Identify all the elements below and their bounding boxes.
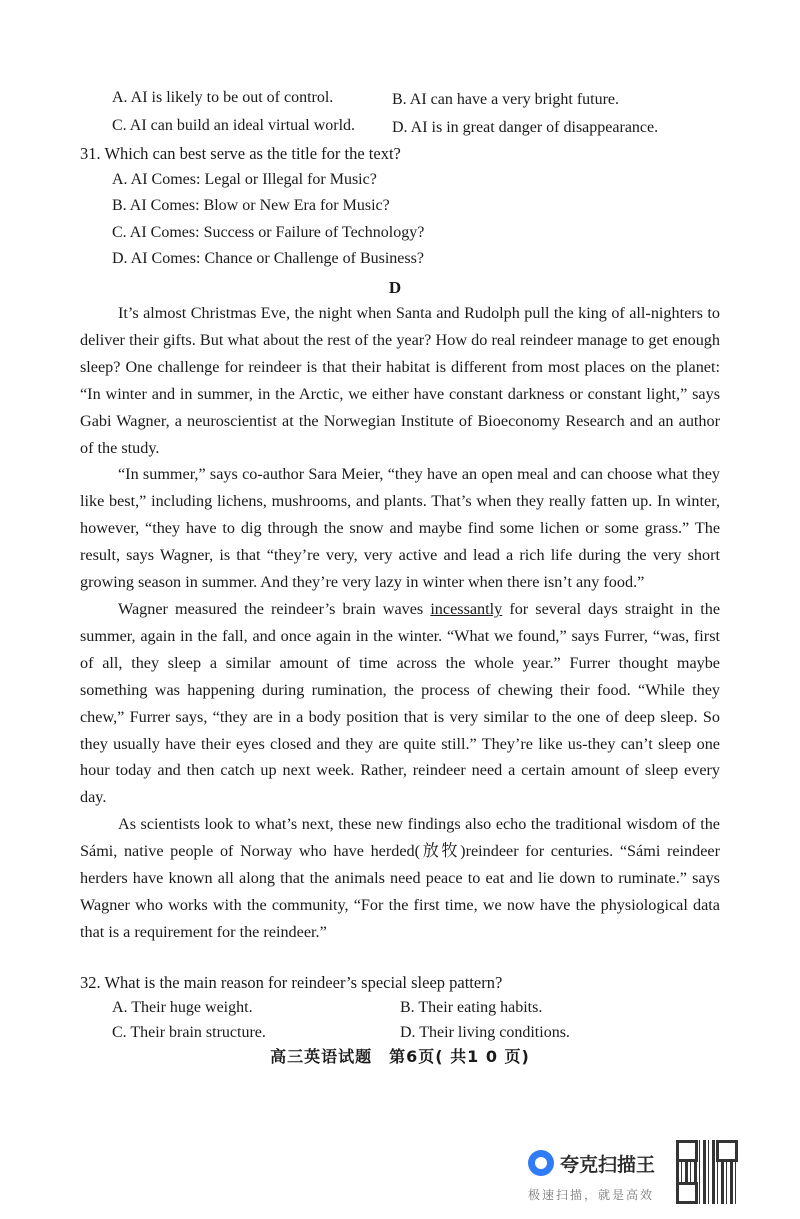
q32-option-b: B. Their eating habits. bbox=[400, 999, 543, 1016]
q31-stem: 31. Which can best serve as the title for the text? bbox=[80, 144, 401, 163]
q30-option-b: B. AI can have a very bright future. bbox=[392, 91, 620, 108]
passage-paragraph-4: As scientists look to what’s next, these new findings also echo the traditional wisdom of the Sámi, native people of Norway who have herded(放牧)reindeer for centuries. “Sámi reindeer herders have known all along that the animals need peace to eat and lie down to ruminate.” says Wagner who works with the community, “For the first time, we now have the physiological data that is a requirement for the reindeer.” bbox=[80, 815, 720, 941]
q31-option-c: C. AI Comes: Success or Failure of Technology? bbox=[112, 224, 425, 241]
passage-paragraph-2: “In summer,” says co-author Sara Meier, “they have an open meal and can choose what they like best,” including lichens, mushrooms, and plants. That’s when they really fatten up. In winter, however, “they have to dig through the snow and maybe find some lichen or some grass.” The result, says Wagner, is that “they’re very, very active and lead a rich life during the very short growing season in summer. And they’re very lazy in winter when there isn’t any food.” bbox=[80, 465, 720, 592]
q30-option-d: D. AI is in great danger of disappearance. bbox=[392, 119, 659, 136]
qr-code-icon bbox=[676, 1140, 738, 1204]
watermark-title: 夸克扫描王 bbox=[560, 1154, 656, 1176]
q31-option-b: B. AI Comes: Blow or New Era for Music? bbox=[112, 197, 390, 214]
q32-option-a: A. Their huge weight. bbox=[112, 999, 253, 1016]
p3-text-before: Wagner measured the reindeer’s brain waves bbox=[118, 599, 431, 618]
q32-stem: 32. What is the main reason for reindeer’s special sleep pattern? bbox=[80, 973, 503, 992]
q31-option-d: D. AI Comes: Chance or Challenge of Business? bbox=[112, 250, 424, 267]
page-footer: 高三英语试题 第6页( 共1 0 页) bbox=[270, 1047, 530, 1066]
passage-body bbox=[80, 300, 720, 946]
q31-option-a: A. AI Comes: Legal or Illegal for Music? bbox=[112, 171, 377, 188]
scanner-logo-icon bbox=[528, 1150, 554, 1176]
passage-paragraph-3 bbox=[80, 596, 720, 811]
section-heading: D bbox=[388, 278, 402, 297]
passage-paragraph-1: It’s almost Christmas Eve, the night when Santa and Rudolph pull the king of all-nighters to deliver their gifts. But what about the rest of the year? How do real reindeer manage to get enough sleep? One challenge for reindeer is that their habitat is different from most places on the planet: “In winter and in summer, in the Arctic, we either have constant darkness or constant light,” says Gabi Wagner, a neuroscientist at the Norwegian Institute of Bioeconomy Research and an author of the study. bbox=[80, 304, 720, 457]
p3-text-after: for several days straight in the summer, again in the fall, and once again in the winter. “What we found,” says Furrer, “was, first of all, they sleep a similar amount of time across the whole year.” Furrer thought maybe something was happening during rumination, the process of chewing their food. “While they chew,” Furrer says, “they are in a body position that is very similar to the one of deep sleep. So they usually have their eyes closed and they are quite still.” They’re like us-they can’t sleep one hour today and then catch up next week. Rather, reindeer need a certain amount of sleep every day. bbox=[80, 599, 720, 807]
q30-option-a: A. AI is likely to be out of control. bbox=[112, 89, 334, 106]
q32-option-d: D. Their living conditions. bbox=[400, 1024, 570, 1041]
underlined-word: incessantly bbox=[430, 599, 503, 618]
q30-option-c: C. AI can build an ideal virtual world. bbox=[112, 117, 356, 134]
q32-option-c: C. Their brain structure. bbox=[112, 1024, 266, 1041]
watermark-subtitle: 极速扫描，就是高效 bbox=[528, 1188, 655, 1202]
